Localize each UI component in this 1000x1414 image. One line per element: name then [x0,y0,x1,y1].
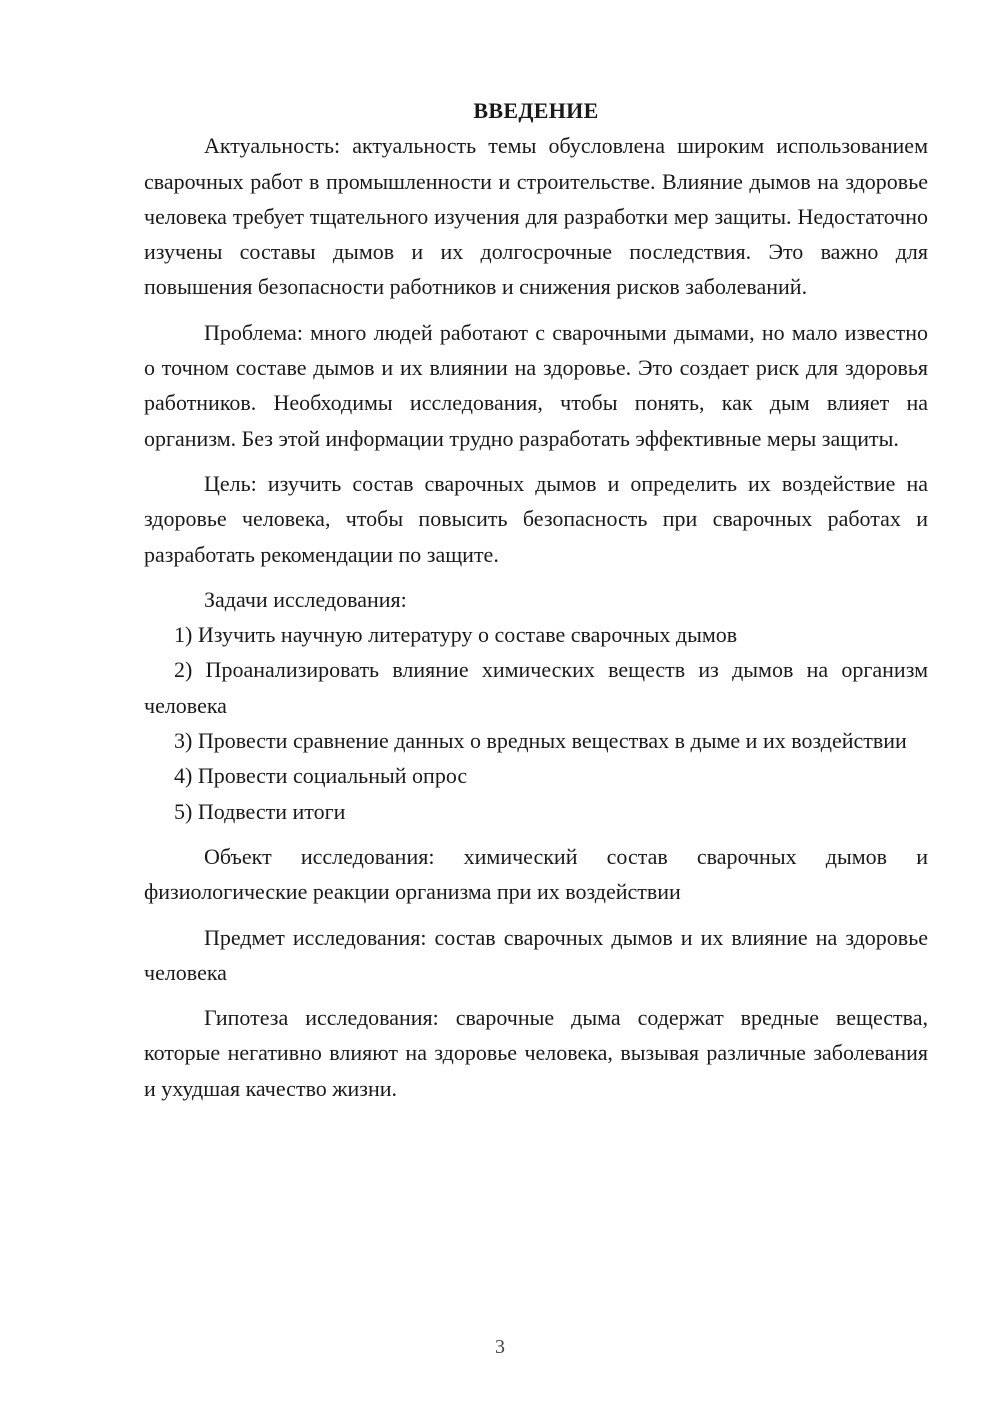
page-number: 3 [495,1336,505,1358]
list-item: 5) Подвести итоги [174,798,346,824]
paragraph-problem: Проблема: много людей работают с сварочными дымами, но мало известно о точном составе дымов и их влиянии на здоровье. Это создает риск для здоровья работников. Необходимы исследования, чтобы понять, как дым влияет на организм. Без этой информации трудно разработать эффективные меры защиты. [144,319,928,451]
list-item: 4) Провести социальный опрос [174,763,468,789]
tasks-list [144,617,928,829]
paragraph-object: Объект исследования: химический состав сварочных дымов и физиологические реакции организма при их воздействии [144,843,928,905]
section-title: ВВЕДЕНИЕ [473,98,599,123]
paragraph-hypothesis: Гипотеза исследования: сварочные дыма содержат вредные вещества, которые негативно влияют на здоровье человека, вызывая различные заболевания и ухудшая качество жизни. [144,1005,928,1101]
list-item: 3) Провести сравнение данных о вредных веществах в дыме и их воздействии [174,728,907,754]
page-content [144,93,928,1106]
paragraph-subject: Предмет исследования: состав сварочных дымов и их влияние на здоровье человека [144,924,928,985]
paragraph-goal: Цель: изучить состав сварочных дымов и определить их воздействие на здоровье человека, чтобы повысить безопасность при сварочных работах и разработать рекомендации по защите. [144,470,928,567]
list-item: 1) Изучить научную литературу о составе сварочных дымов [174,622,738,648]
paragraph-tasks-heading: Задачи исследования: [204,586,407,612]
list-item: 2) Проанализировать влияние химических веществ из дымов на организм человека [144,657,928,718]
paragraph-relevance: Актуальность: актуальность темы обусловлена широким использованием сварочных работ в промышленности и строительстве. Влияние дымов на здоровье человека требует тщательного изучения для разработки мер защиты. Недостаточно изучены составы дымов и их долгосрочные последствия. Это важно для повышения безопасности работников и снижения рисков заболеваний. [144,133,928,300]
